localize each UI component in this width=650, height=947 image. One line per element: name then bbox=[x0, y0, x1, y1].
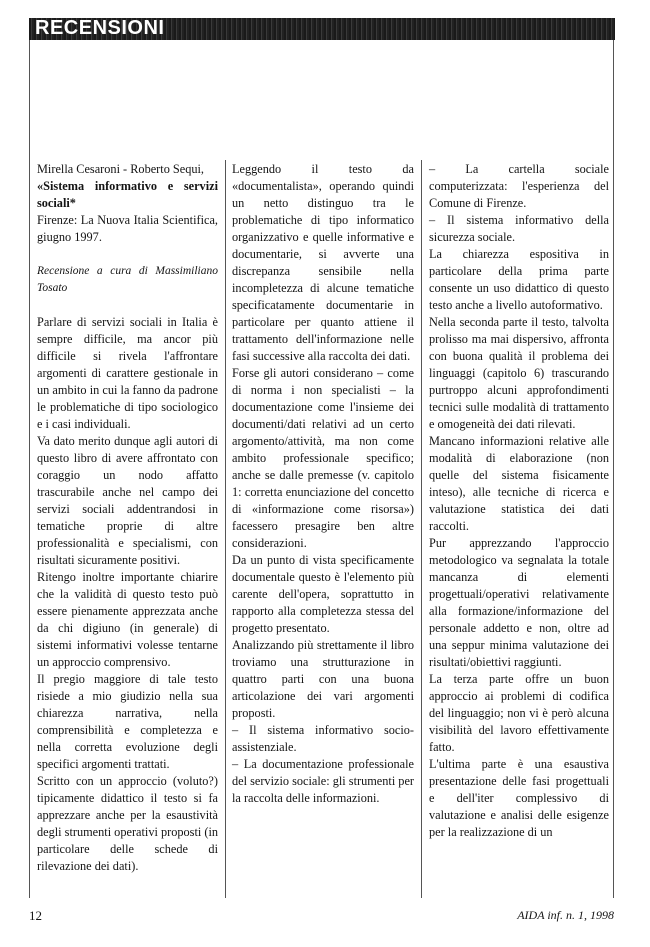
list-item: – La cartella sociale computerizzata: l'esperienza del Comune di Firenze. bbox=[429, 162, 609, 210]
column-divider bbox=[225, 160, 226, 898]
review-credit: Recensione a cura di Massimiliano Tosato bbox=[37, 265, 218, 294]
paragraph: Forse gli autori considerano – come di norma i non specialisti – la documentazione come l'insieme dei documenti/dati relativi ad un certo argomento/attività, ma non come ambito professionale specifico; anche se dalle premesse (v. capitolo 1: corretta enunciazione del concetto di «informazione come risorsa») facessero presagire ben altre considerazioni. bbox=[232, 366, 414, 550]
paragraph: Ritengo inoltre importante chiarire che la validità di questo testo può essere pienamente apprezzata anche da chi digiuno (in generale) di sistemi informativi volesse tentarne un approccio comprensivo. bbox=[37, 570, 218, 669]
book-authors: Mirella Cesaroni - Roberto Sequi, bbox=[37, 162, 204, 176]
section-header-bar bbox=[29, 18, 615, 40]
paragraph: Pur apprezzando l'approccio metodologico va segnalata la totale mancanza di elementi progettuali/operativi relativamente alla formazione/informazione del personale addetto e non, oltre ad una seppur minima valutazione dei risultati/obiettivi raggiunti. bbox=[429, 536, 609, 669]
paragraph: Va dato merito dunque agli autori di questo libro di avere affrontato con coraggio un nodo affatto trascurabile anche nel campo dei servizi sociali addentrandosi in tematiche proprie di altre professionalità e specialismi, con risultati sicuramente positivi. bbox=[37, 434, 218, 567]
list-item: – Il sistema informativo socio-assistenziale. bbox=[232, 723, 414, 754]
column-1 bbox=[37, 161, 218, 875]
paragraph: Mancano informazioni relative alle modalità di elaborazione (non quelle del sistema fisicamente inteso), alle tecniche di ricerca e valutazione statistica dei dati raccolti. bbox=[429, 434, 609, 533]
paragraph: Scritto con un approccio (voluto?) tipicamente didattico il testo si fa apprezzare anche per la esaustività degli strumenti operativi proposti (in particolare delle schede di rilevazione dei dati). bbox=[37, 774, 219, 873]
column-2 bbox=[232, 161, 414, 807]
paragraph: La terza parte offre un buon approccio ai problemi di codifica del linguaggio; non vi è però alcuna visibilità del lavoro effettivamente fatto. bbox=[429, 672, 609, 754]
paragraph: Leggendo il testo da «documentalista», operando quindi un netto distinguo tra le problematiche di tipo informatico organizzativo e quelle informative e documentarie, si avverte una discrepanza sensibile nella incompletezza di alcune tematiche specificatamente documentarie in particolare per quanto attiene il trattamento dell'informazione nelle fasi successive alla raccolta dei dati. bbox=[232, 162, 414, 363]
book-publisher: Firenze: La Nuova Italia Scientifica, giugno 1997. bbox=[37, 213, 218, 244]
paragraph: Nella seconda parte il testo, talvolta prolisso ma mai dispersivo, affronta con buona qualità il problema dei linguaggi (capitolo 6) trascurando purtroppo alcuni approfondimenti tecnici sulle modalità di trattamento e omogeneità dei dati rilevati. bbox=[429, 315, 609, 431]
paragraph: Da un punto di vista specificamente documentale questo è l'elemento più carente dell'opera, soprattutto in rapporto alla completezza stessa del progetto presentato. bbox=[232, 553, 414, 635]
page-number: 12 bbox=[29, 908, 42, 923]
paragraph: Parlare di servizi sociali in Italia è sempre difficile, ma ancor più difficile si rivela l'affrontare argomenti di carattere gestionale in un ambito in cui la fanno da padrone le problematiche di tipo sociologico e i casi individuali. bbox=[37, 315, 218, 431]
book-title: «Sistema informativo e servizi sociali* bbox=[37, 179, 218, 210]
paragraph: La chiarezza espositiva in particolare della prima parte consente un uso didattico di questo testo anche a livello autoformativo. bbox=[429, 247, 609, 312]
paragraph: Il pregio maggiore di tale testo risiede a mio giudizio nella sua chiarezza narrativa, nella comprensibilità e completezza e nella corretta evoluzione degli specifici argomenti trattati. bbox=[37, 672, 218, 771]
paragraph: L'ultima parte è una esaustiva presentazione delle fasi progettuali e dell'iter complessivo di valutazione e analisi delle esigenze per la realizzazione di un bbox=[429, 757, 609, 839]
column-divider bbox=[421, 160, 422, 898]
list-item: – La documentazione professionale del servizio sociale: gli strumenti per la raccolta delle informazioni. bbox=[232, 757, 415, 805]
paragraph: Analizzando più strettamente il libro troviamo una strutturazione in quattro parti con una buona articolazione dei vari argomenti proposti. bbox=[232, 638, 414, 720]
section-title: RECENSIONI bbox=[35, 17, 165, 39]
list-item: – Il sistema informativo della sicurezza sociale. bbox=[429, 213, 609, 244]
column-3 bbox=[429, 161, 609, 841]
journal-citation: AIDA inf. n. 1, 1998 bbox=[517, 908, 614, 922]
